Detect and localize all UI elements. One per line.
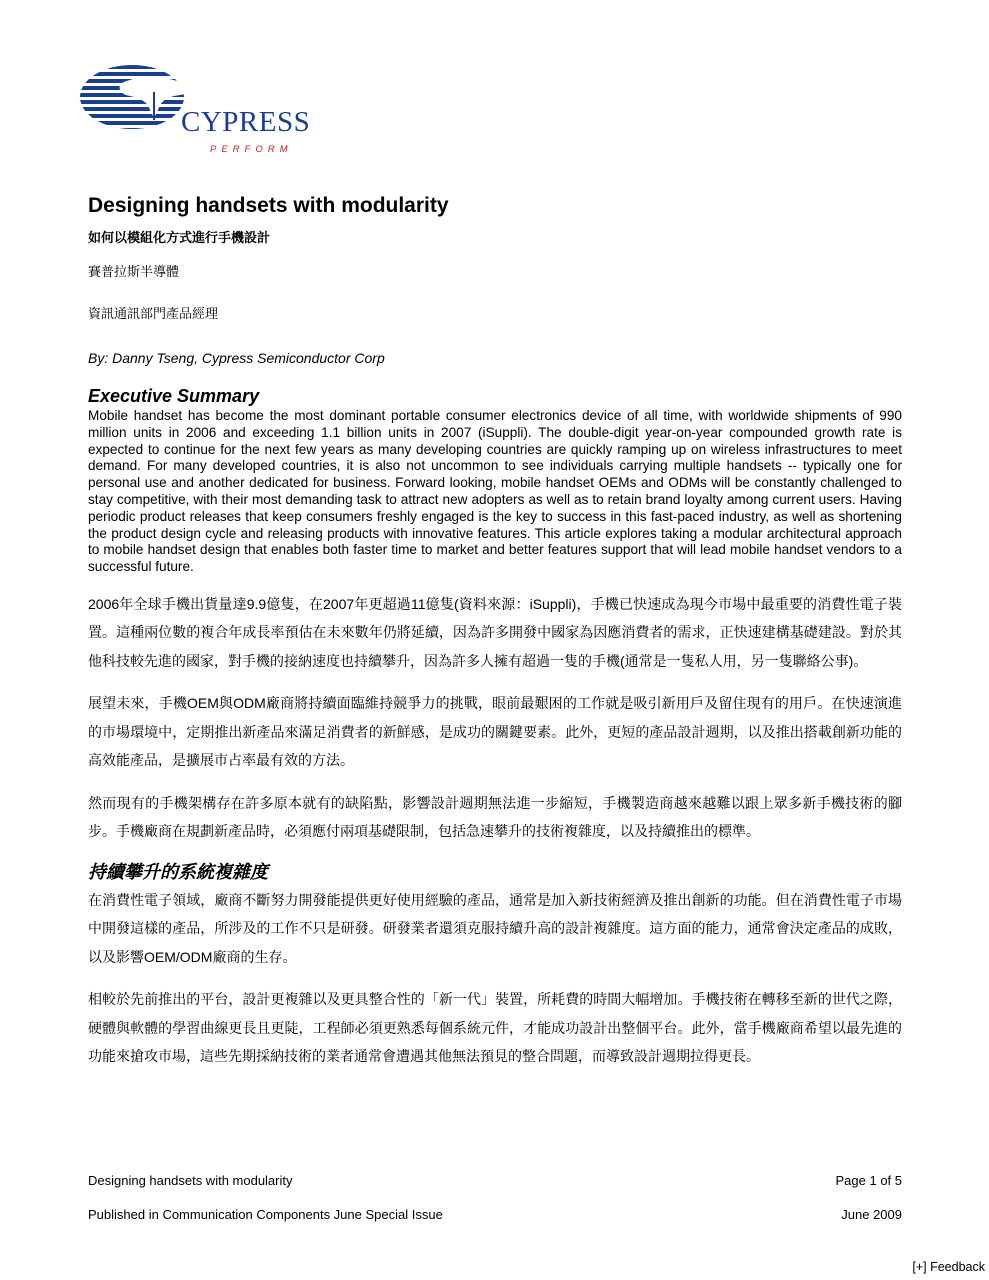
executive-summary-paragraph: Mobile handset has become the most dominant portable consumer electronics device of all time, with worldwide shipments of 990 million units in 2006 and exceeding 1.1 billion units in 2007 (iSuppli). The double-digit year-on-year compounded growth rate is expected to continue for the next few years as many developing countries are quickly ramping up on wireless infrastructures to meet demand. For many developed countries, it is also not uncommon to see individuals carrying multiple handsets -- typically one for personal use and another dedicated for business. Forward looking, mobile handset OEMs and ODMs will be constantly challenged to stay competitive, with their most demanding task to attract new adopters as well as to retain brand loyalty among current users. Having periodic product releases that keep consumers freshly engaged is the key to success in this fast-paced industry, as well as shortening the product design cycle and releasing products with innovative features. This article explores taking a modular architectural approach to mobile handset design that enables both faster time to market and better features support that will lead mobile handset vendors to a successful future. [88, 408, 902, 575]
article-title: Designing handsets with modularity [88, 194, 449, 217]
logo-wordmark: CYPRESS [181, 106, 311, 138]
summary-paragraph-cn: 然而現有的手機架構存在許多原本就有的缺陷點，影響設計週期無法進一步縮短，手機製造商越來越難以跟上眾多新手機技術的腳步。手機廠商在規劃新產品時，必須應付兩項基礎限制，包括急速攀升的技術複雜度，以及持續推出的標準。 [88, 794, 902, 840]
footer-page-number: Page 1 of 5 [835, 1173, 902, 1188]
logo-tagline: PERFORM [210, 144, 293, 155]
cypress-logo [80, 62, 315, 162]
company-name-cn: 賽普拉斯半導體 [88, 264, 180, 279]
complexity-paragraph: 相較於先前推出的平台，設計更複雜以及更具整合性的「新一代」裝置，所耗費的時間大幅增加。手機技術在轉移至新的世代之際，硬體與軟體的學習曲線更長且更陡，工程師必須更熟悉每個系統元件，才能成功設計出整個平台。此外，當手機廠商希望以最先進的功能來搶攻市場，這些先期採納技術的業者通常會遭遇其他無法預見的整合問題，而導致設計週期拉得更長。 [88, 991, 902, 1065]
article-subtitle-cn: 如何以模組化方式進行手機設計 [88, 230, 271, 245]
complexity-paragraph: 在消費性電子領域，廠商不斷努力開發能提供更好使用經驗的產品，通常是加入新技術經濟及推出創新的功能。但在消費性電子市場中開發這樣的產品，所涉及的工作不只是研發。研發業者還須克服持續升高的設計複雜度。這方面的能力，通常會決定產品的成敗，以及影響OEM/ODM廠商的生存。 [88, 891, 902, 965]
department-cn: 資訊通訊部門產品經理 [88, 306, 219, 321]
footer-publication: Published in Communication Components June Special Issue [88, 1207, 443, 1222]
footer-date: June 2009 [841, 1207, 902, 1222]
article-body [88, 192, 902, 1071]
author-byline: By: Danny Tseng, Cypress Semiconductor Corp [88, 350, 385, 366]
summary-paragraph-cn: 2006年全球手機出貨量達9.9億隻，在2007年更超過11億隻(資料來源：iSuppli)，手機已快速成為現今市場中最重要的消費性電子裝置。這種兩位數的複合年成長率預估在未來數年仍將延續，因為許多開發中國家為因應消費者的需求，正快速建構基礎建設。對於其他科技較先進的國家，對手機的接納速度也持續攀升，因為許多人擁有超過一隻的手機(通常是一隻私人用，另一隻聯絡公事)。 [88, 595, 902, 669]
footer-doc-title: Designing handsets with modularity [88, 1173, 293, 1188]
executive-summary-heading: Executive Summary [88, 386, 260, 406]
summary-paragraph-cn: 展望未來，手機OEM與ODM廠商將持續面臨維持競爭力的挑戰，眼前最艱困的工作就是吸引新用戶及留住現有的用戶。在快速演進的市場環境中，定期推出新產品來滿足消費者的新鮮感，是成功的關鍵要素。此外，更短的產品設計週期，以及推出搭載創新功能的高效能產品，是擴展市占率最有效的方法。 [88, 695, 902, 769]
feedback-link[interactable]: [+] Feedback [912, 1260, 985, 1274]
complexity-section-heading: 持續攀升的系統複雜度 [88, 861, 268, 882]
